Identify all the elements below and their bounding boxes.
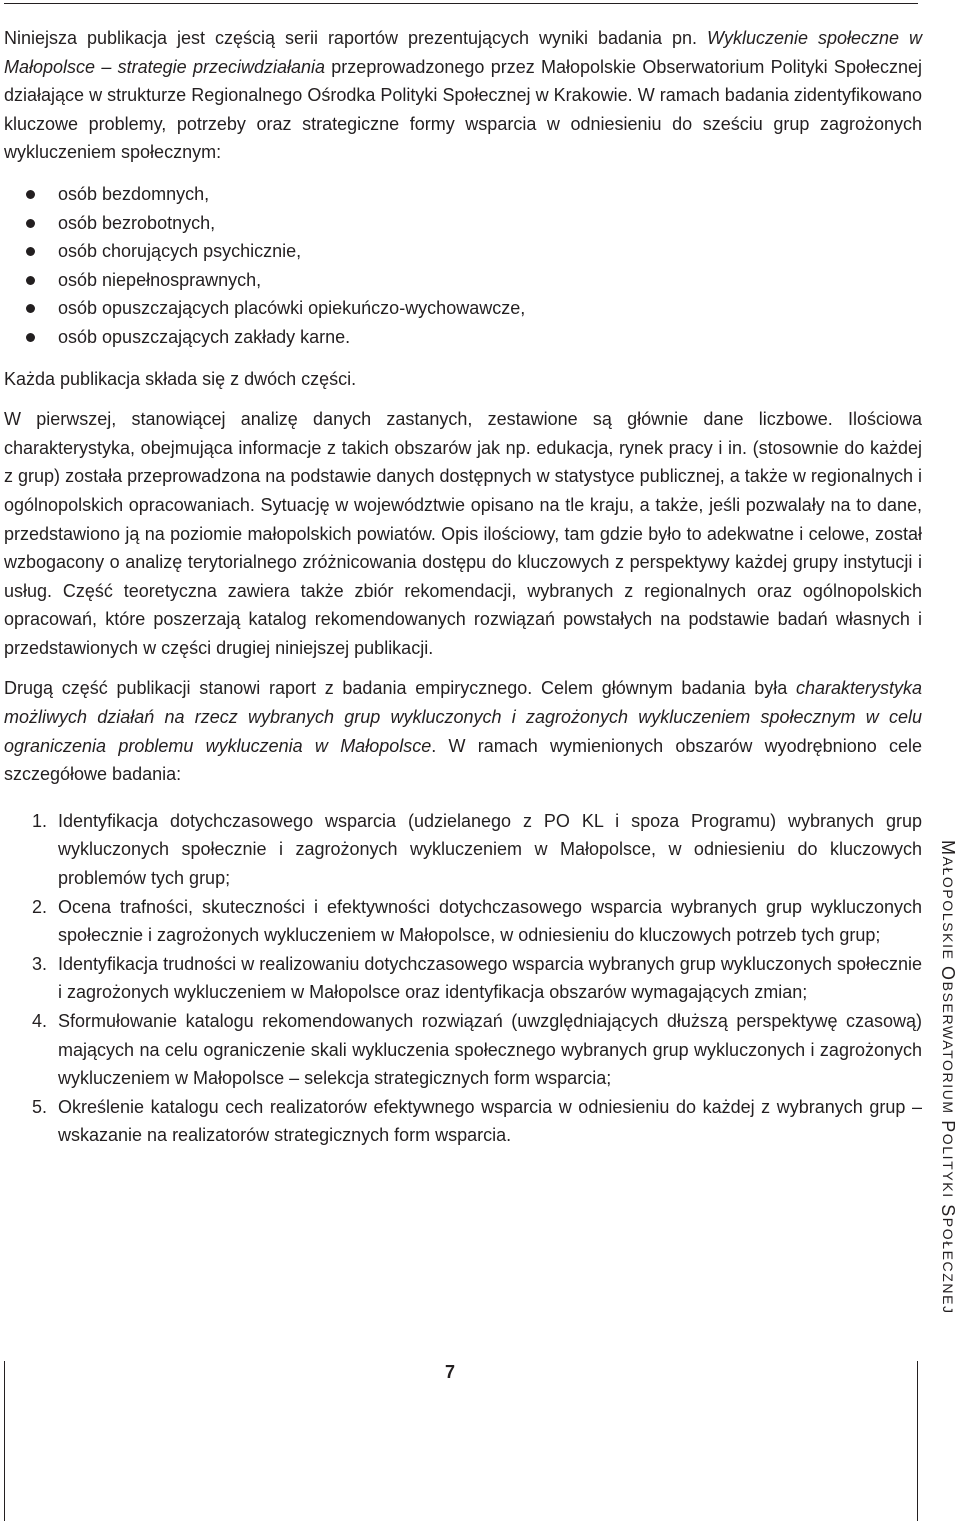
side-running-title: MAŁOPOLSKIE OBSERWATORIUM POLITYKI SPOŁECZNEJ	[938, 840, 958, 1315]
goal-list	[4, 807, 922, 1150]
part-one-paragraph: W pierwszej, stanowiącej analizę danych zastanych, zestawione są głównie dane liczbowe. Ilościowa charakterystyka, obejmująca informacje z takich obszarów jak np. edukacja, rynek pracy i in. (stosownie do każdej z grup) została przeprowadzona na podstawie danych dostępnych w statystyce publicznej, a także w regionalnych i ogólnopolskich opracowaniach. Sytuację w województwie opisano na tle kraju, a także, jeśli pozwalały na to dane, przedstawiono ją na poziomie małopolskich powiatów. Opis ilościowy, tam gdzie było to adekwatne i celowe, został wzbogacony o analizę terytorialnego zróżnicowania dostępu do kluczowych z perspektywy każdej grupy instytucji i usług. Część teoretyczna zawiera także zbiór rekomendacji, wybranych z regionalnych oraz ogólnopolskich opracowań, które poszerzają katalog rekomendowanych rozwiązań powstałych na podstawie badań własnych i przedstawionych w części drugiej niniejszej publikacji.	[4, 409, 922, 658]
bullet-icon	[26, 247, 35, 256]
bullet-icon	[26, 333, 35, 342]
bullet-icon	[26, 190, 35, 199]
list-item: 2. Ocena trafności, skuteczności i efektywności dotychczasowego wsparcia wybranych grup wykluczonych społecznie i zagrożonych wykluczeniem w Małopolsce, w odniesieniu do kluczowych potrzeb tych grup;	[32, 896, 922, 946]
parts-intro: Każda publikacja składa się z dwóch części.	[4, 368, 357, 389]
bullet-icon	[26, 276, 35, 285]
list-item: 5. Określenie katalogu cech realizatorów efektywnego wsparcia w odniesieniu do każdej z wybranych grup – wskazanie na realizatorów strategicznych form wsparcia.	[32, 1096, 922, 1146]
document-body	[4, 24, 922, 1150]
list-item: osób niepełnosprawnych,	[4, 266, 922, 295]
footer-rule-right	[917, 1361, 918, 1521]
study-title: Wykluczenie społeczne w Małopolsce – strategie przeciwdziałania	[4, 28, 922, 77]
list-item: osób bezrobotnych,	[4, 209, 922, 238]
main-goal: charakterystyka możliwych działań na rzecz wybranych grup wykluczonych i zagrożonych wykluczeniem społecznym w celu ograniczenia problemu wykluczenia w Małopolsce	[4, 678, 922, 756]
list-item: osób chorujących psychicznie,	[4, 237, 922, 266]
intro-paragraph	[4, 24, 922, 167]
list-item: osób opuszczających zakłady karne.	[4, 323, 922, 352]
list-item: 3. Identyfikacja trudności w realizowaniu dotychczasowego wsparcia wybranych grup wykluczonych społecznie i zagrożonych wykluczeniem w Małopolsce oraz identyfikacja obszarów wymagających zmian;	[32, 953, 922, 1003]
list-item: osób opuszczających placówki opiekuńczo-wychowawcze,	[4, 294, 922, 323]
list-item: 1. Identyfikacja dotychczasowego wsparcia (udzielanego z PO KL i spoza Programu) wybranych grup wykluczonych społecznie i zagrożonych wykluczeniem w Małopolsce, w odniesieniu do kluczowych problemów tych grup;	[32, 810, 922, 889]
list-item: 4. Sformułowanie katalogu rekomendowanych rozwiązań (uwzględniających dłuższą perspektywę czasową) mających na celu ograniczenie skali wykluczenia społecznego wybranych grup wykluczonych i zagrożonych wykluczeniem w Małopolsce – selekcja strategicznych form wsparcia;	[32, 1011, 922, 1089]
list-item: osób bezdomnych,	[4, 180, 922, 209]
intro-text: Niniejsza publikacja jest częścią serii raportów prezentujących wyniki badania pn.	[4, 28, 707, 48]
header-rule	[4, 3, 918, 4]
page-number: 7	[444, 1362, 455, 1382]
part-two-paragraph: Drugą część publikacji stanowi raport z badania empirycznego. Celem głównym badania była charakterystyka możliwych działań na rzecz wybranych grup wykluczonych i zagrożonych wykluczeniem społecznym w celu ograniczenia problemu wykluczenia w Małopolsce. W ramach wymienionych obszarów wyodrębniono cele szczegółowe badania:	[4, 678, 923, 785]
bullet-icon	[26, 219, 35, 228]
group-list	[4, 180, 922, 352]
footer-rule-left	[4, 1361, 5, 1521]
intro-text-cont: przeprowadzonego przez Małopolskie Obserwatorium Polityki Społecznej działające w strukturze Regionalnego Ośrodka Polityki Społecznej w Krakowie. W ramach badania zidentyfikowano kluczowe problemy, potrzeby oraz strategiczne formy wsparcia w odniesieniu do sześciu grup zagrożonych wykluczeniem społecznym:	[4, 56, 922, 163]
bullet-icon	[26, 304, 35, 313]
